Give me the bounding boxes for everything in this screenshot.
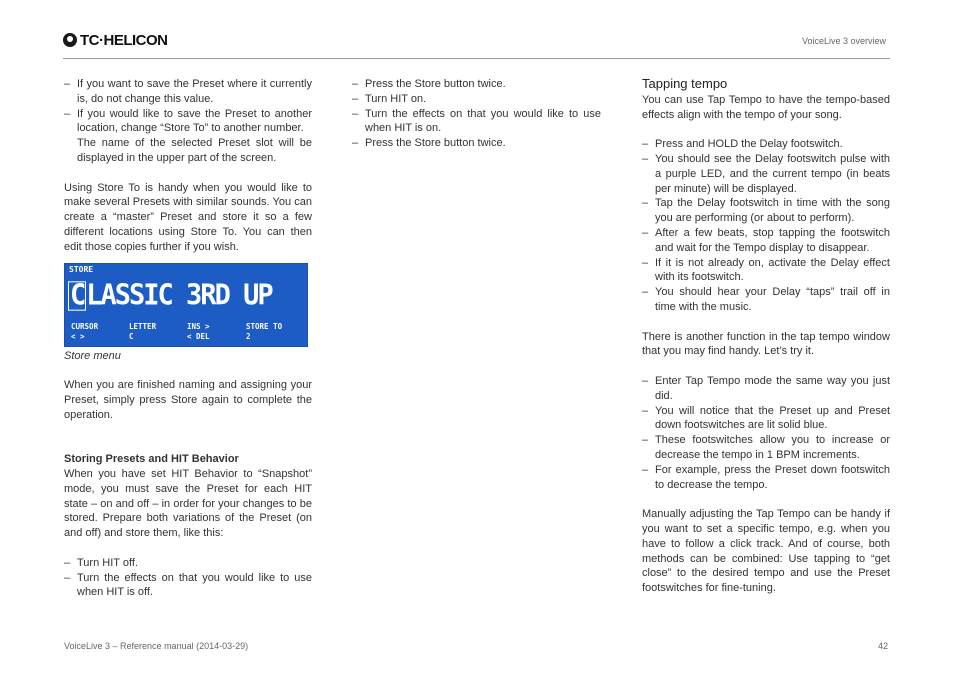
list-item: – Turn the effects on that you would like to use when HIT is on. [352, 107, 601, 137]
list-item: – After a few beats, stop tapping the footswitch and wait for the Tempo display to disappear. [642, 226, 890, 256]
store-to-list [64, 77, 312, 136]
list-item: – For example, press the Preset down footswitch to decrease the tempo. [642, 463, 890, 493]
list-item: – Tap the Delay footswitch in time with the song you are performing (or about to perform). [642, 196, 890, 226]
lcd-cell-cursor: CURSOR [71, 321, 99, 331]
list-item: – You will notice that the Preset up and Preset down footswitches are lit solid blue. [642, 404, 890, 434]
section-title: VoiceLive 3 overview [801, 36, 886, 46]
list-item-note: The name of the selected Preset slot will be displayed in the upper part of the screen. [77, 137, 312, 164]
column-2 [352, 77, 601, 151]
lcd-header-bar [65, 264, 307, 276]
list-item: – You should hear your Delay “taps” trail off in time with the music. [642, 285, 890, 315]
section-heading: Tapping tempo [642, 76, 728, 91]
lcd-cursor-letter: C [70, 278, 85, 312]
list-item: – Press the Store button twice. [352, 77, 601, 92]
list-item: – These footswitches allow you to increase or decrease the tempo in 1 BPM increments. [642, 433, 890, 463]
list-item: – If it is not already on, activate the Delay effect with its footswitch. [642, 256, 890, 286]
brand-logo [63, 32, 168, 48]
list-item: – Enter Tap Tempo mode the same way you just did. [642, 374, 890, 404]
list-item: – You should see the Delay footswitch pulse with a purple LED, and the current tempo (in beats per minute) will be displayed. [642, 152, 890, 196]
lcd-cell-insert: INS > [187, 321, 210, 331]
paragraph: When you have set HIT Behavior to “Snapshot” mode, you must save the Preset for each HIT state – on and off – in order for your changes to be stored. Prepare both variations of the Preset (on and off) and store them, like this: [64, 467, 312, 540]
lcd-preset-name [68, 279, 272, 313]
footer-manual-title: VoiceLive 3 – Reference manual (2014-03-29) [64, 641, 249, 651]
lcd-preset-name-rest: LASSIC 3RD UP [86, 278, 272, 312]
hit-on-list [352, 77, 601, 151]
paragraph: You can use Tap Tempo to have the tempo-based effects align with the tempo of your song. [642, 93, 890, 121]
figure-caption: Store menu [64, 349, 121, 362]
store-menu-display [64, 263, 308, 347]
list-item: – If you want to save the Preset where it currently is, do not change this value. [64, 77, 312, 107]
list-item: – Press the Store button twice. [352, 136, 601, 151]
section-heading: Storing Presets and HIT Behavior [64, 453, 239, 466]
lcd-softkey-bar [65, 320, 307, 346]
column-3 [642, 77, 890, 596]
tap-tempo-adjust-steps [642, 374, 890, 492]
paragraph: Manually adjusting the Tap Tempo can be handy if you want to set a specific tempo, e.g. when you have to follow a click track. And of course, both methods can be combined: Use tapping to “get close” to the desired tempo and use the Preset footswitches for fine-tuning. [642, 508, 890, 595]
lcd-cell-letter: LETTER [129, 321, 157, 331]
paragraph: Using Store To is handy when you would like to make several Presets with similar sounds. You can create a “master” Preset and store it so a few different locations using Store To. You can then edit those copies further if you wish. [64, 181, 312, 253]
brand-name: TC·HELICON [80, 31, 168, 49]
list-item: – Turn HIT off. [64, 556, 312, 571]
paragraph: When you are finished naming and assigning your Preset, simply press Store again to complete the operation. [64, 379, 312, 421]
tc-helicon-logo-icon [63, 33, 77, 47]
tap-tempo-steps [642, 137, 890, 315]
header-divider [63, 58, 890, 59]
lcd-cell-store-to-value: 2 [246, 331, 251, 341]
lcd-cell-store-to: STORE TO [246, 321, 283, 331]
column-1 [64, 77, 312, 600]
lcd-cell-cursor-value: < > [71, 331, 85, 341]
list-item: – Turn the effects on that you would like to use when HIT is off. [64, 571, 312, 601]
lcd-preset-name-area [65, 276, 307, 320]
list-item: – Turn HIT on. [352, 92, 601, 107]
lcd-store-label: STORE [69, 264, 94, 274]
paragraph: There is another function in the tap tempo window that you may find handy. Let’s try it. [642, 330, 890, 358]
lcd-cell-delete: < DEL [187, 331, 210, 341]
lcd-cell-letter-value: C [129, 331, 134, 341]
hit-off-list [64, 556, 312, 600]
list-item: – If you would like to save the Preset to another location, change “Store To” to another number. [64, 107, 312, 137]
list-item: – Press and HOLD the Delay footswitch. [642, 137, 890, 152]
page-number: 42 [877, 641, 888, 651]
